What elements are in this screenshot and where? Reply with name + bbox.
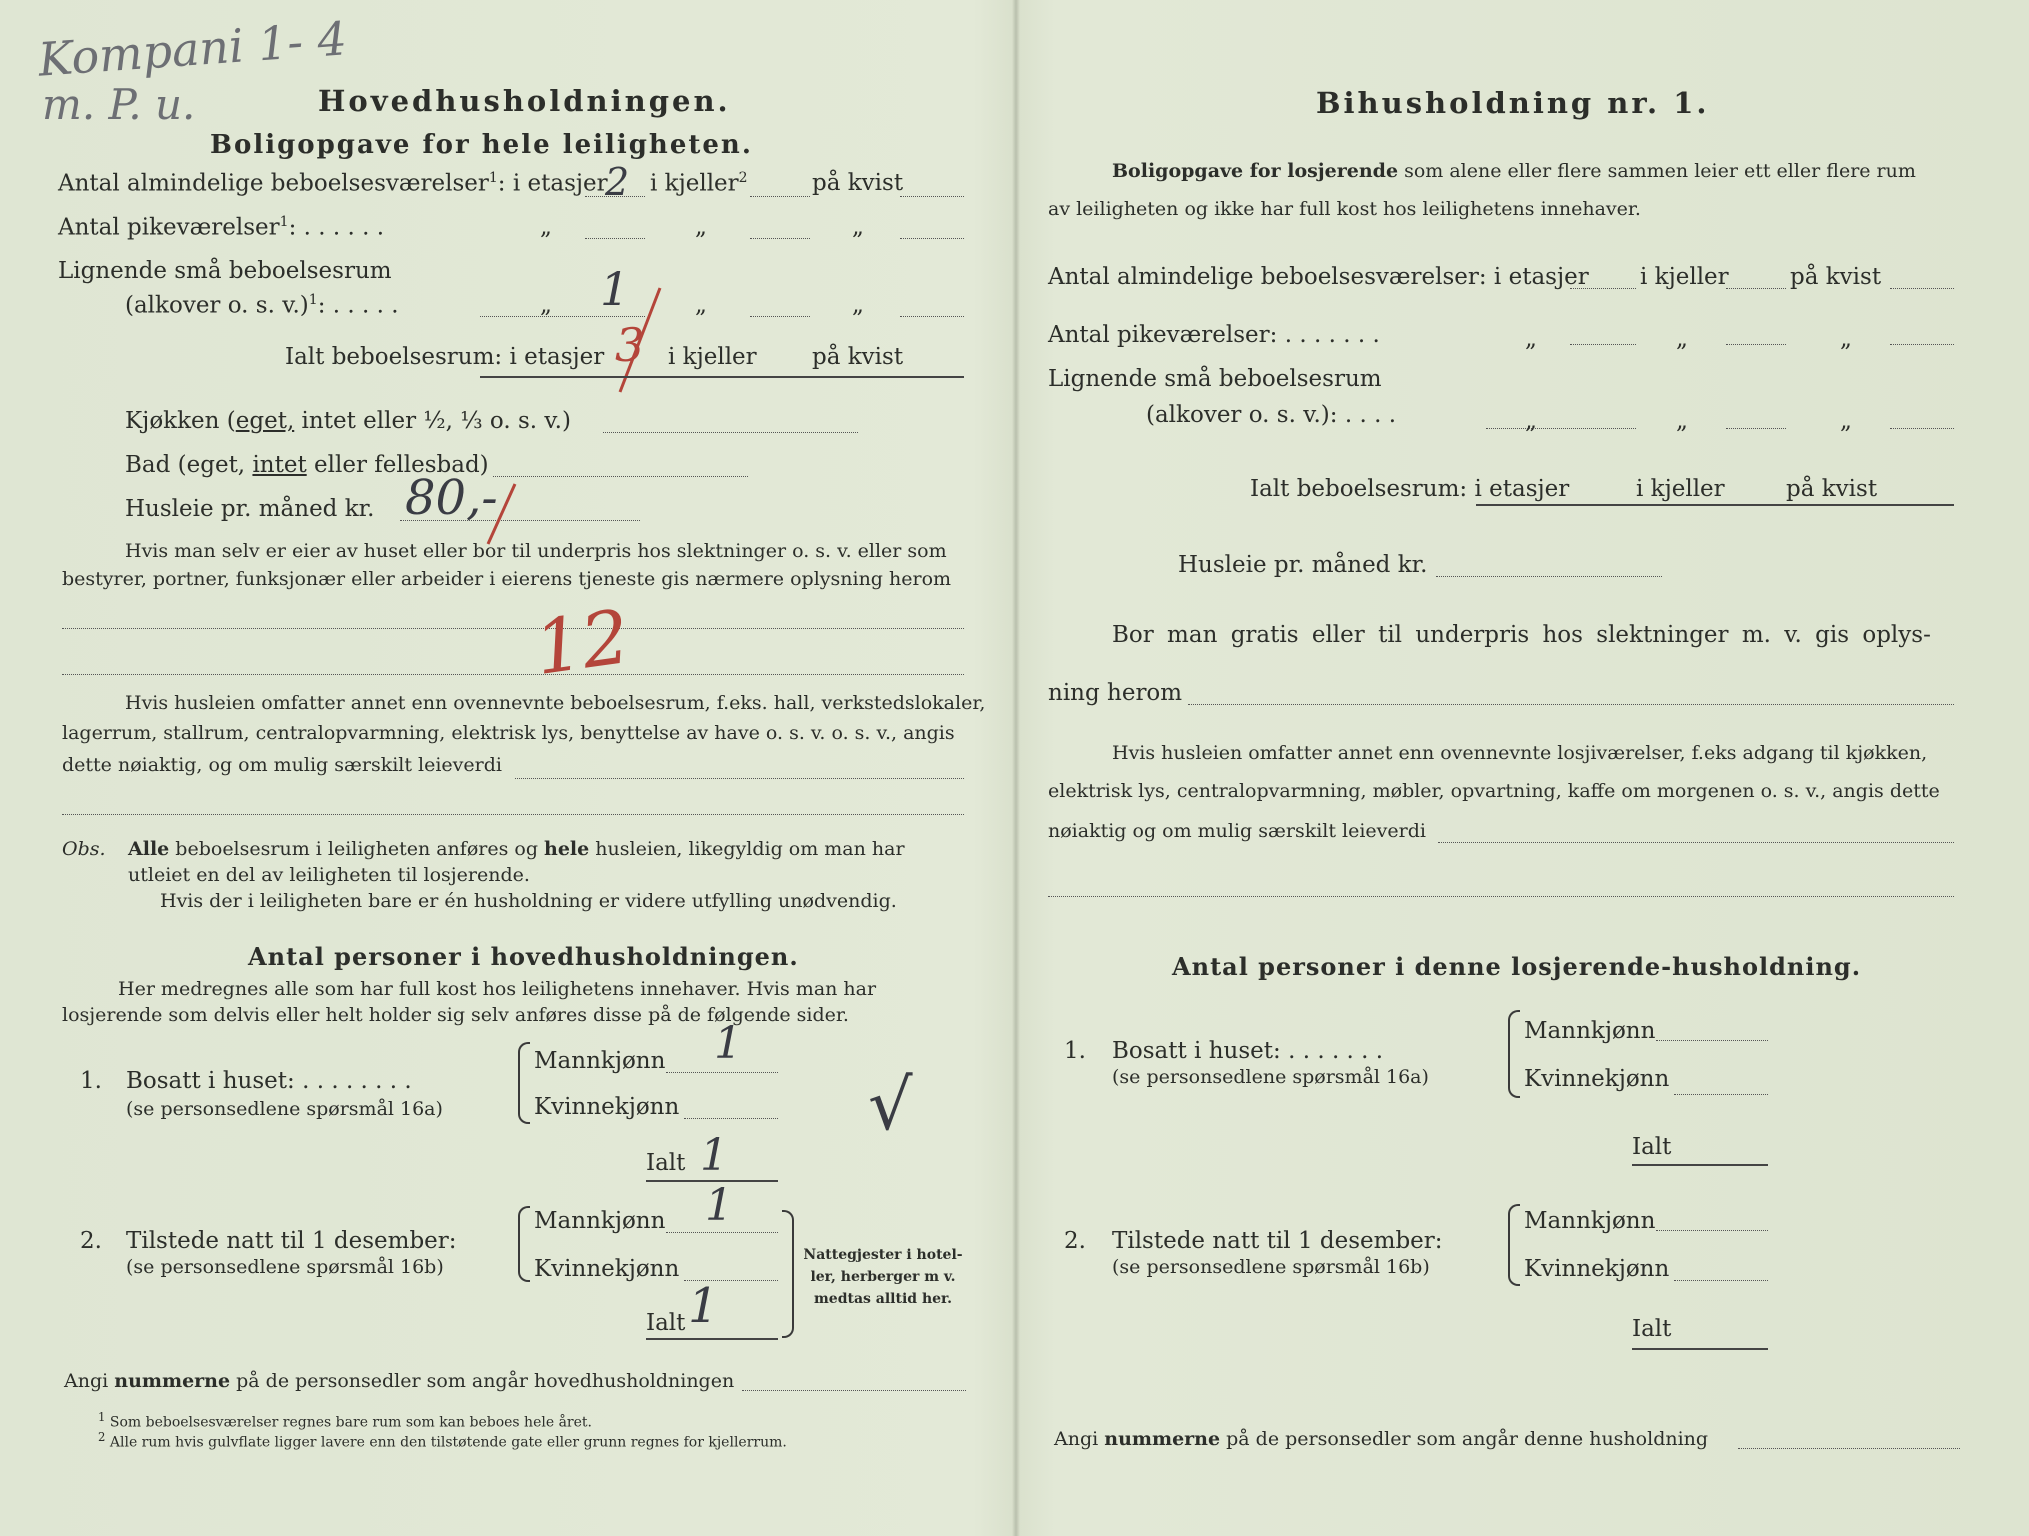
- right-q2-brace: [1508, 1204, 1520, 1286]
- ditto-mark: „: [1676, 326, 1688, 352]
- q2-sub: (se personsedlene spørsmål 16b): [126, 1256, 444, 1278]
- right-q2-ialt-field[interactable]: [1632, 1348, 1768, 1350]
- leieverdi-field-2[interactable]: [62, 814, 964, 815]
- personer-line1: Her medregnes alle som har full kost hos leilighetens innehaver. Hvis man har: [118, 978, 877, 1000]
- q2-kvinne-label: Kvinnekjønn: [534, 1256, 680, 1282]
- etasjer-value[interactable]: 2: [605, 160, 630, 204]
- personer-line2: losjerende som delvis eller helt holder sig selv anføres disse på de følgende sider.: [62, 1004, 849, 1026]
- right-etasjer-field[interactable]: [1570, 288, 1636, 289]
- ditto-mark: „: [1676, 408, 1688, 434]
- leieverdi-field[interactable]: [515, 778, 964, 779]
- ditto-mark: „: [852, 292, 864, 318]
- row-antal: Antal almindelige beboelsesværelser$^1$: i etasjer: [58, 170, 608, 197]
- right-row-antal: Antal almindelige beboelsesværelser: i etasjer: [1048, 264, 1589, 290]
- q2-ialt-label: Ialt: [646, 1310, 686, 1336]
- right-q1-mann-field[interactable]: [1656, 1040, 1768, 1041]
- right-pike-kjeller[interactable]: [1726, 344, 1786, 345]
- right-q1-kvinne-field[interactable]: [1674, 1094, 1768, 1095]
- obs-line3: Hvis der i leiligheten bare er én husholdning er videre utfylling unødvendig.: [160, 890, 897, 912]
- right-q1-ialt-field[interactable]: [1632, 1164, 1768, 1166]
- right-intro-1: Boligopgave for losjerende som alene eller flere sammen leier ett eller flere rum: [1112, 160, 1916, 182]
- page-fold: [1012, 0, 1020, 1536]
- pike-etasjer-field[interactable]: [585, 238, 645, 239]
- nattegjester-note: Nattegjester i hotel- ler, herberger m v. medtas alltid her.: [803, 1247, 963, 1307]
- q2-mann-label: Mannkjønn: [534, 1208, 666, 1234]
- right-leieverdi-field-2[interactable]: [1048, 896, 1954, 897]
- right-lign-kvist[interactable]: [1890, 428, 1954, 429]
- q1-mann-value[interactable]: 1: [714, 1018, 742, 1069]
- right-intro-2: av leiligheten og ikke har full kost hos leilighetens innehaver.: [1048, 198, 1641, 220]
- right-gratis-1: Bor man gratis eller til underpris hos slektninger m. v. gis oplys-: [1112, 622, 1931, 648]
- row-bad: Bad (eget, intet eller fellesbad): [125, 452, 489, 478]
- right-q2-number: 2.: [1064, 1228, 1086, 1254]
- label-kjeller: i kjeller: [668, 344, 757, 370]
- para1-line2: bestyrer, portner, funksjonær eller arbeider i eierens tjeneste gis nærmere oplysning herom: [62, 568, 952, 590]
- right-husleie-field[interactable]: [1436, 576, 1662, 577]
- right-leieverdi-field[interactable]: [1438, 842, 1954, 843]
- q1-sub: (se personsedlene spørsmål 16a): [126, 1098, 443, 1120]
- q1-mann-label: Mannkjønn: [534, 1048, 666, 1074]
- q2-ialt-value[interactable]: 1: [688, 1278, 719, 1334]
- right-q1-ialt-label: Ialt: [1632, 1134, 1672, 1160]
- ialt-etasjer-value[interactable]: 3: [615, 318, 645, 372]
- right-para-2: elektrisk lys, centralopvarmning, møbler, opvartning, kaffe om morgenen o. s. v., angis dette: [1048, 780, 1940, 802]
- right-angi: Angi nummerne på de personsedler som angår denne husholdning: [1054, 1428, 1709, 1450]
- label-kjeller: i kjeller$^2$: [650, 170, 748, 197]
- row-husleie: Husleie pr. måned kr.: [125, 496, 375, 522]
- lign-value[interactable]: 1: [600, 262, 630, 316]
- left-angi: Angi nummerne på de personsedler som angår hovedhusholdningen: [64, 1370, 735, 1392]
- left-personer-title: Antal personer i hovedhusholdningen.: [248, 942, 799, 971]
- row-lign-1: Lignende små beboelsesrum: [58, 258, 392, 284]
- right-row-lign-1: Lignende små beboelsesrum: [1048, 366, 1382, 392]
- ditto-mark: „: [695, 292, 707, 318]
- right-q2-sub: (se personsedlene spørsmål 16b): [1112, 1256, 1430, 1278]
- ditto-mark: „: [1525, 326, 1537, 352]
- right-kvist-field[interactable]: [1890, 288, 1954, 289]
- right-row-pike: Antal pikeværelser: . . . . . . .: [1048, 322, 1380, 348]
- ditto-mark: „: [1840, 408, 1852, 434]
- para2-line3: dette nøiaktig, og om mulig særskilt leieverdi: [62, 754, 502, 776]
- left-subtitle: Boligopgave for hele leiligheten.: [210, 130, 753, 160]
- right-herom-field[interactable]: [1188, 704, 1954, 705]
- right-lign-etasjer[interactable]: [1486, 428, 1636, 429]
- obs-label: Obs.: [62, 838, 106, 860]
- right-q1-sub: (se personsedlene spørsmål 16a): [1112, 1066, 1429, 1088]
- q1-brace: [518, 1042, 530, 1124]
- row-lign-2: (alkover o. s. v.)$^1$: . . . . .: [125, 292, 399, 319]
- pike-kvist-field[interactable]: [900, 238, 964, 239]
- right-q1-number: 1.: [1064, 1038, 1086, 1064]
- ditto-mark: „: [852, 214, 864, 240]
- para2-line1: Hvis husleien omfatter annet enn ovennevnte beboelsesrum, f.eks. hall, verkstedslokaler,: [125, 692, 986, 714]
- para1-line1: Hvis man selv er eier av huset eller bor til underpris hos slektninger o. s. v. eller som: [125, 540, 947, 562]
- lign-kvist-field[interactable]: [900, 316, 964, 317]
- q1-number: 1.: [80, 1068, 102, 1094]
- right-lign-kjeller[interactable]: [1726, 428, 1786, 429]
- right-q2-mann-field[interactable]: [1656, 1230, 1768, 1231]
- right-kjeller-field[interactable]: [1726, 288, 1786, 289]
- right-q2-kvinne-field[interactable]: [1674, 1280, 1768, 1281]
- footnote-1: $^1$ Som beboelsesværelser regnes bare rum som kan beboes hele året.: [98, 1410, 592, 1431]
- pike-kjeller-field[interactable]: [750, 238, 810, 239]
- right-personer-title: Antal personer i denne losjerende-husholdning.: [1172, 952, 1862, 981]
- margin-note-1: Kompani 1- 4: [36, 11, 349, 87]
- obs-line2: utleiet en del av leiligheten til losjerende.: [128, 864, 530, 886]
- kvist-field[interactable]: [900, 196, 964, 197]
- right-row-ialt: Ialt beboelsesrum: i etasjer: [1250, 476, 1570, 502]
- kjeller-field[interactable]: [750, 196, 810, 197]
- label-kjeller: i kjeller: [1636, 476, 1725, 502]
- lign-kjeller-field[interactable]: [750, 316, 810, 317]
- ditto-mark: „: [1840, 326, 1852, 352]
- label-kvist: på kvist: [812, 344, 904, 370]
- bad-field[interactable]: [493, 476, 748, 477]
- husleie-value[interactable]: 80,-: [405, 470, 498, 526]
- row-kjokken: Kjøkken (eget, intet eller ½, ⅓ o. s. v.): [125, 408, 571, 434]
- footnote-2: $^2$ Alle rum hvis gulvflate ligger lavere enn den tilstøtende gate eller grunn regnes for kjellerrum.: [98, 1430, 787, 1451]
- right-q1-brace: [1508, 1010, 1520, 1098]
- q1-kvinne-field[interactable]: [684, 1118, 778, 1119]
- right-q1-kvinne-label: Kvinnekjønn: [1524, 1066, 1670, 1092]
- right-husleie: Husleie pr. måned kr.: [1178, 552, 1428, 578]
- q1-kvinne-label: Kvinnekjønn: [534, 1094, 680, 1120]
- right-angi-field[interactable]: [1738, 1448, 1960, 1449]
- right-title: Bihusholdning nr. 1.: [1316, 86, 1710, 120]
- right-para-3: nøiaktig og om mulig særskilt leieverdi: [1048, 820, 1426, 842]
- q2-number: 2.: [80, 1228, 102, 1254]
- q1-ialt-value[interactable]: 1: [700, 1130, 728, 1181]
- left-angi-field[interactable]: [742, 1390, 966, 1391]
- kjokken-field[interactable]: [603, 432, 858, 433]
- right-pike-kvist[interactable]: [1890, 344, 1954, 345]
- ditto-mark: „: [540, 214, 552, 240]
- nattegjester-brace: [782, 1210, 794, 1338]
- left-title: Hovedhusholdningen.: [318, 84, 731, 118]
- right-q2-ialt-label: Ialt: [1632, 1316, 1672, 1342]
- para2-line2: lagerrum, stallrum, centralopvarmning, elektrisk lys, benyttelse av have o. s. v. o. s. v., angis: [62, 722, 955, 744]
- q1-ialt-label: Ialt: [646, 1150, 686, 1176]
- row-ialt: Ialt beboelsesrum: i etasjer: [285, 344, 605, 370]
- right-row-lign-2: (alkover o. s. v.): . . . .: [1146, 402, 1397, 428]
- obs-line1: Alle beboelsesrum i leiligheten anføres og hele husleien, likegyldig om man har: [128, 838, 905, 860]
- label-kvist: på kvist: [1786, 476, 1878, 502]
- right-q2-kvinne-label: Kvinnekjønn: [1524, 1256, 1670, 1282]
- q2-mann-value[interactable]: 1: [705, 1180, 733, 1231]
- label-kjeller: i kjeller: [1640, 264, 1729, 290]
- q1-label: Bosatt i huset: . . . . . . . .: [126, 1068, 412, 1094]
- margin-note-2: m. P. u.: [42, 80, 196, 129]
- label-kvist: på kvist: [812, 170, 904, 196]
- ditto-mark: „: [695, 214, 707, 240]
- ditto-mark: „: [540, 292, 552, 318]
- right-q2-mann-label: Mannkjønn: [1524, 1208, 1656, 1234]
- right-q1-label: Bosatt i huset: . . . . . . .: [1112, 1038, 1384, 1064]
- ditto-mark: „: [1525, 408, 1537, 434]
- right-q2-label: Tilstede natt til 1 desember:: [1112, 1228, 1443, 1254]
- q2-brace: [518, 1206, 530, 1282]
- check-mark: √: [868, 1064, 913, 1146]
- row-pike: Antal pikeværelser$^1$: . . . . . .: [58, 214, 385, 241]
- right-q1-mann-label: Mannkjønn: [1524, 1018, 1656, 1044]
- herom-field-2[interactable]: [62, 674, 964, 675]
- right-pike-etasjer[interactable]: [1570, 344, 1636, 345]
- right-gratis-2: ning herom: [1048, 680, 1183, 706]
- right-para-1: Hvis husleien omfatter annet enn ovennevnte losjiværelser, f.eks adgang til kjøkken,: [1112, 742, 1928, 764]
- red-slash: [590, 280, 670, 400]
- label-kvist: på kvist: [1790, 264, 1882, 290]
- herom-field-1[interactable]: [62, 628, 964, 629]
- q2-label: Tilstede natt til 1 desember:: [126, 1228, 457, 1254]
- red-mark: 12: [529, 593, 635, 693]
